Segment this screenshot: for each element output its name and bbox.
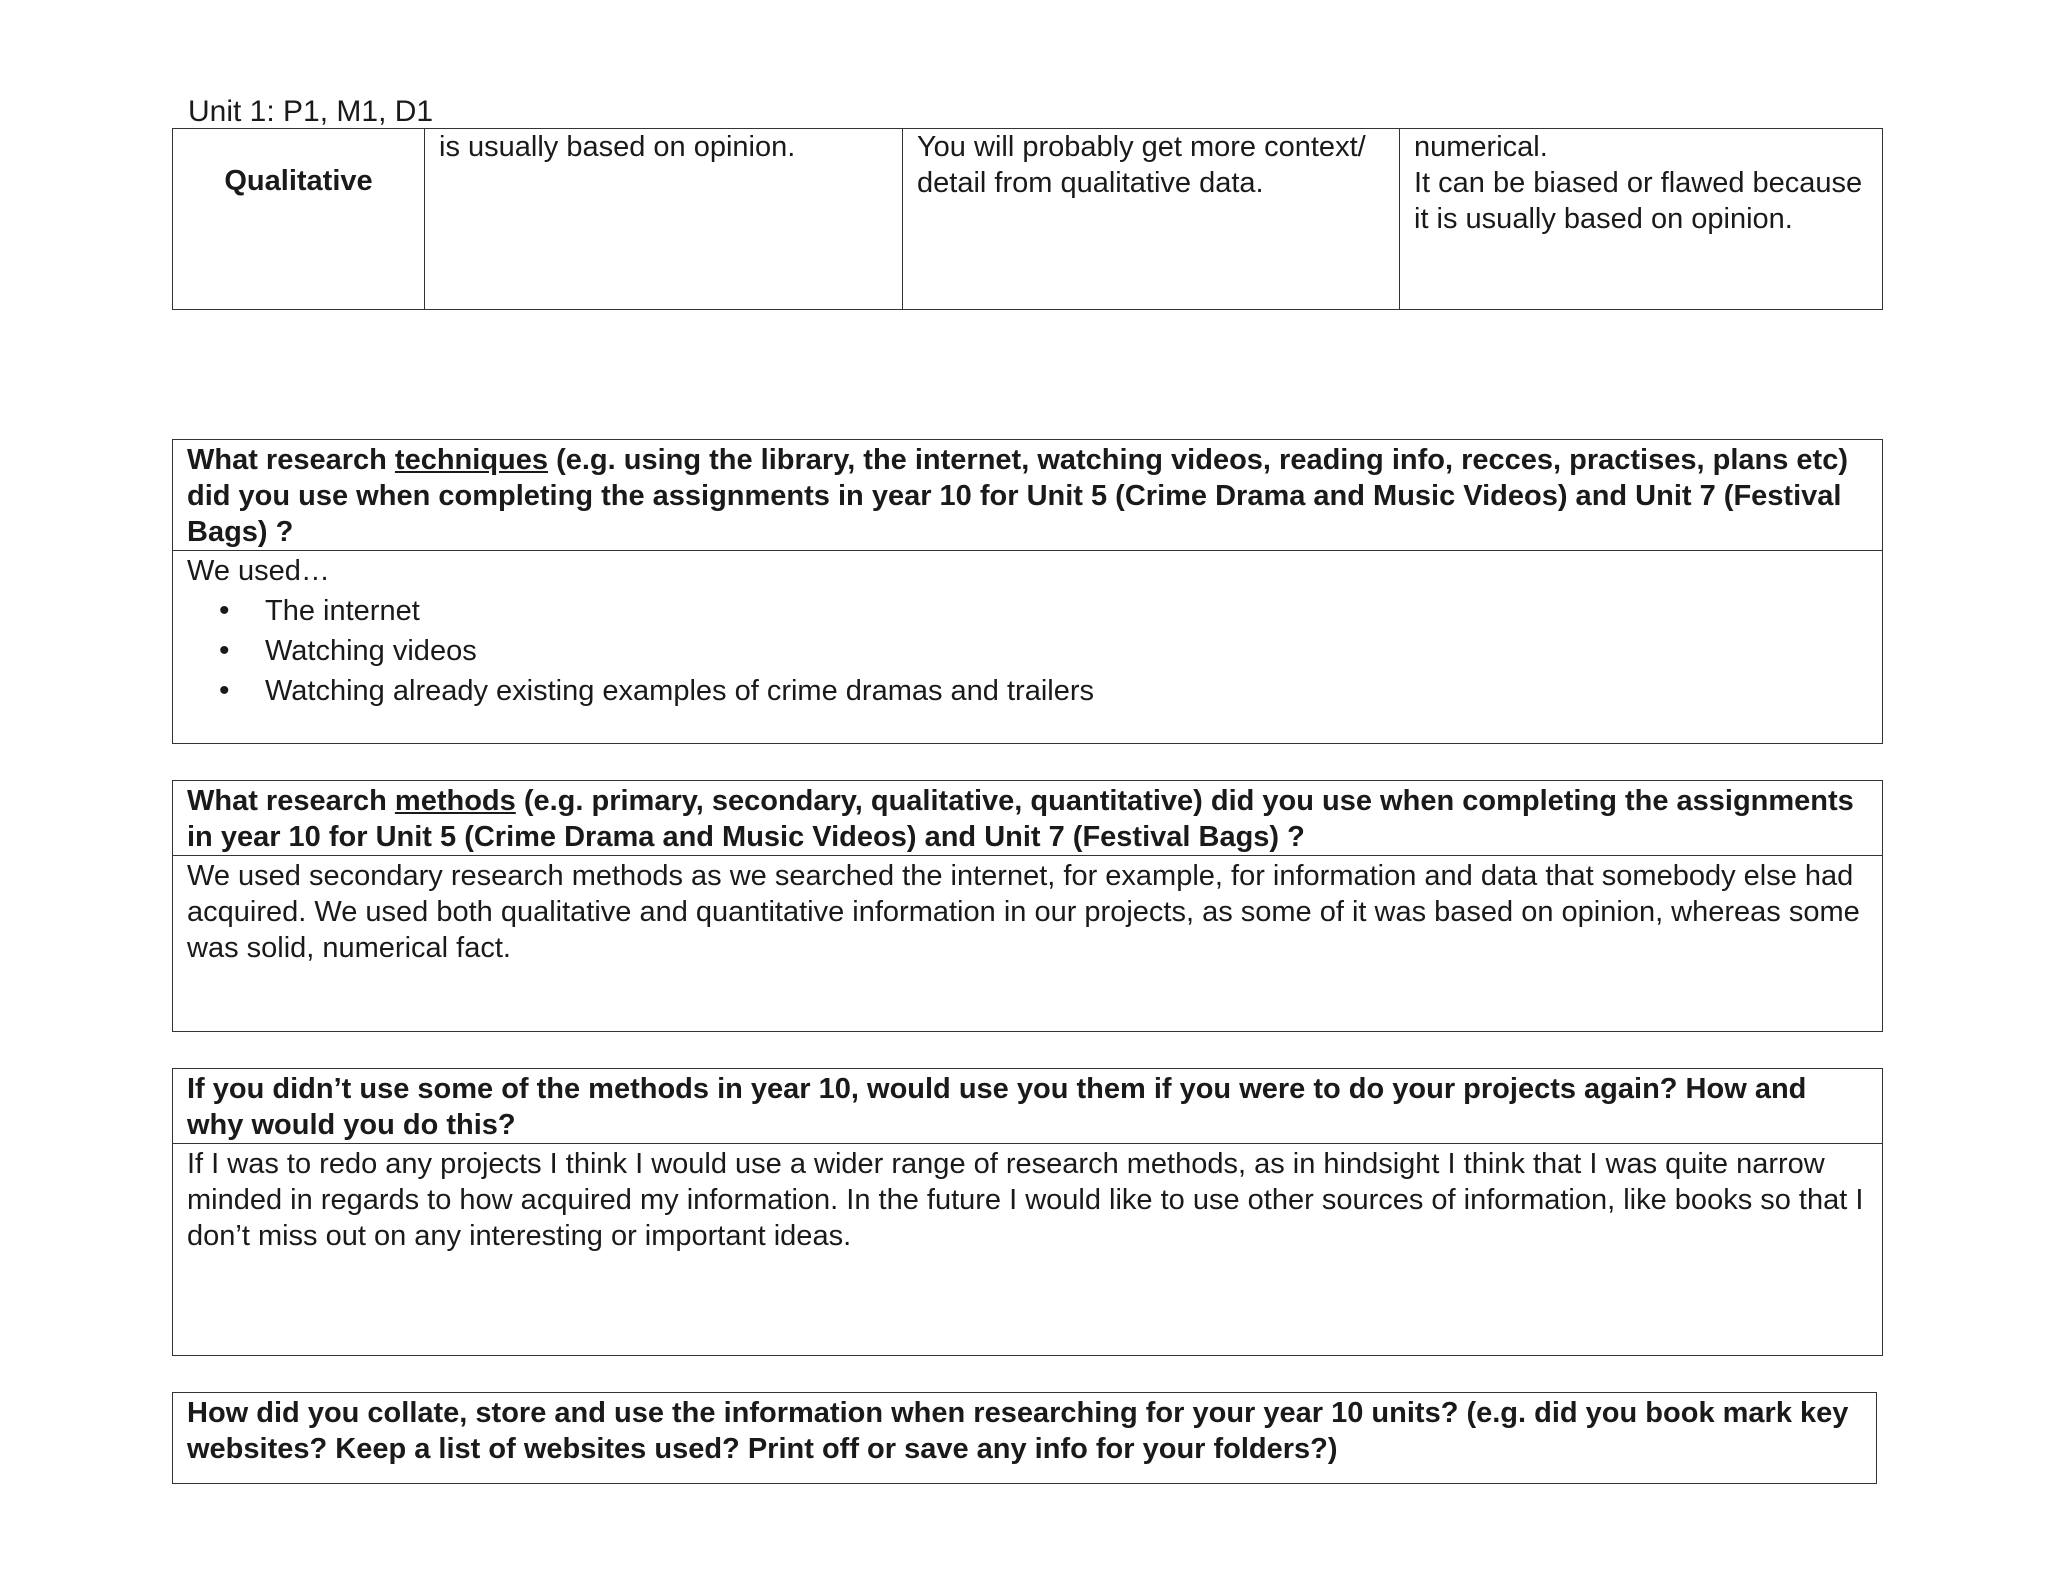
methods-question-prefix: What research [187, 785, 395, 817]
techniques-answer[interactable] [173, 551, 1882, 711]
techniques-section [172, 439, 1883, 744]
qualitative-disadvantage-cell [1400, 129, 1883, 310]
methods-answer[interactable]: We used secondary research methods as we searched the internet, for example, for information and data that somebody else had acquired. We used both qualitative and quantitative information in our projects, as some of it was based on opinion, whereas some was solid, numerical fact. [187, 860, 1860, 964]
reuse-section [172, 1068, 1883, 1356]
techniques-question [173, 440, 1882, 551]
collate-section [172, 1392, 1877, 1484]
methods-section [172, 780, 1883, 1032]
qualitative-description-cell: is usually based on opinion. [425, 129, 903, 310]
techniques-answer-intro: We used… [187, 555, 330, 587]
techniques-question-suffix: (e.g. using the library, the internet, watching videos, reading info, recces, practises, plans etc) did you use when completing the assignments in year 10 for Unit 5 (Crime Drama and Music Videos) and Unit 7 (Festival Bags) ? [187, 444, 1848, 548]
techniques-question-prefix: What research [187, 444, 395, 476]
qualitative-advantage-cell: You will probably get more context/ detail from qualitative data. [903, 129, 1400, 310]
disadvantage-line-2: It can be biased or flawed because it is usually based on opinion. [1414, 167, 1863, 235]
reuse-answer[interactable]: If I was to redo any projects I think I would use a wider range of research methods, as in hindsight I think that I was quite narrow minded in regards to how acquired my information. In the future I would like to use other sources of information, like books so that I don’t miss out on any interesting or important ideas. [187, 1148, 1864, 1252]
list-item: • Watching videos [265, 631, 1868, 671]
table-row [173, 129, 1883, 310]
unit-header: Unit 1: P1, M1, D1 [188, 95, 434, 128]
methods-question-suffix: (e.g. primary, secondary, qualitative, quantitative) did you use when completing the assignments in year 10 for Unit 5 (Crime Drama and Music Videos) and Unit 7 (Festival Bags) ? [187, 785, 1854, 853]
methods-question [173, 781, 1882, 856]
methods-keyword: methods [394, 785, 516, 817]
qualitative-table [172, 128, 1883, 310]
list-item: • Watching already existing examples of crime dramas and trailers [265, 671, 1868, 711]
list-item: • The internet [265, 591, 1868, 631]
techniques-bullet-list [187, 591, 1868, 711]
disadvantage-line-1: numerical. [1414, 131, 1548, 163]
row-label-qualitative: Qualitative [173, 129, 425, 310]
techniques-keyword: techniques [394, 444, 549, 476]
reuse-question: If you didn’t use some of the methods in year 10, would use you them if you were to do your projects again? How and why would you do this? [173, 1069, 1882, 1144]
collate-question: How did you collate, store and use the information when researching for your year 10 units? (e.g. did you book mark key websites? Keep a list of websites used? Print off or save any info for your folders?) [187, 1397, 1849, 1465]
